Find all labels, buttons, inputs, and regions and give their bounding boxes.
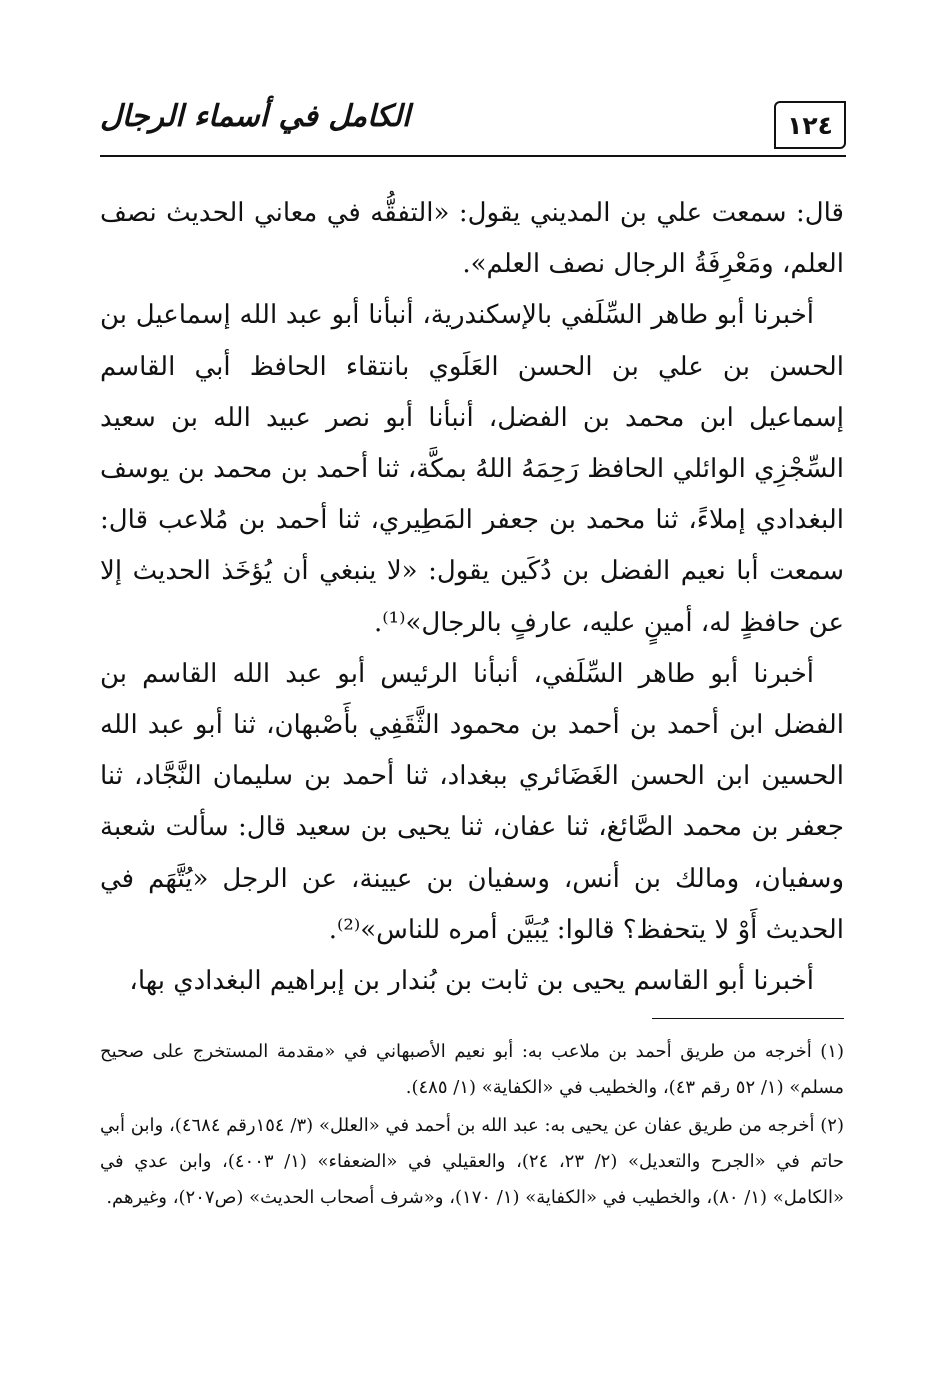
footnote-2: (٢) أخرجه من طريق عفان عن يحيى به: عبد الله بن أحمد في «العلل» (٣/ ١٥٤رقم ٤٦٨٤)، وابن أبي حاتم في «الجرح والتعديل» (٢/ ٢٣، ٢٤)، والعقيلي في «الضعفاء» (١/ ٤٠٠٣)، وابن عدي في «الكامل» (١/ ٨٠)، والخطيب في «الكفاية» (١/ ١٧٠)، و«شرف أصحاب الحديث» (ص٢٠٧)، وغيرهم. <box>100 1115 844 1208</box>
paragraph-2: أخبرنا أبو طاهر السِّلَفي بالإسكندرية، أنبأنا أبو عبد الله إسماعيل بن الحسن بن علي بن الحسن العَلَوي بانتقاء الحافظ أبي القاسم إسماعيل ابن محمد بن الفضل، أنبأنا أبو نصر عبيد الله بن سعيد السِّجْزِي الوائلي الحافظ رَحِمَهُ اللهُ بمكَّة، ثنا أحمد بن محمد بن يوسف البغدادي إملاءً، ثنا محمد بن جعفر المَطِيري، ثنا أحمد بن مُلاعب قال: سمعت أبا نعيم الفضل بن دُكَين يقول: «لا ينبغي أن يُؤخَذ الحديث إلا عن حافظٍ له، أمينٍ عليه، عارفٍ بالرجال»⁽¹⁾. <box>100 300 844 638</box>
main-text <box>100 188 844 1007</box>
header-divider <box>100 155 846 157</box>
paragraph-4: أخبرنا أبو القاسم يحيى بن ثابت بن بُندار بن إبراهيم البغدادي بها، <box>129 966 814 997</box>
page-header <box>100 95 846 157</box>
paragraph-3: أخبرنا أبو طاهر السِّلَفي، أنبأنا الرئيس أبو عبد الله القاسم بن الفضل ابن أحمد بن أحمد بن محمود الثَّقَفِي بأَصْبهان، ثنا أبو عبد الله الحسين ابن الحسن الغَضَائري ببغداد، ثنا أحمد بن سليمان النَّجَّاد، ثنا جعفر بن محمد الصَّائغ، ثنا عفان، ثنا يحيى بن سعيد قال: سألت شعبة وسفيان، ومالك بن أنس، وسفيان بن عيينة، عن الرجل «يُتَّهَم في الحديث أَوْ لا يتحفظ؟ قالوا: يُبَيَّن أمره للناس»⁽²⁾. <box>100 658 844 945</box>
paragraph-1: قال: سمعت علي بن المديني يقول: «التفقُّه في معاني الحديث نصف العلم، ومَعْرِفَةُ الرجال نصف العلم». <box>100 198 844 280</box>
footnote-divider <box>652 1018 844 1019</box>
page-number: ١٢٤ <box>774 101 846 149</box>
footnote-1: (١) أخرجه من طريق أحمد بن ملاعب به: أبو نعيم الأصبهاني في «مقدمة المستخرج على صحيح مسلم» (١/ ٥٢ رقم ٤٣)، والخطيب في «الكفاية» (١/ ٤٨٥). <box>100 1041 844 1098</box>
book-title: الكامل في أسماء الرجال <box>100 99 411 134</box>
footnotes <box>100 1034 844 1216</box>
